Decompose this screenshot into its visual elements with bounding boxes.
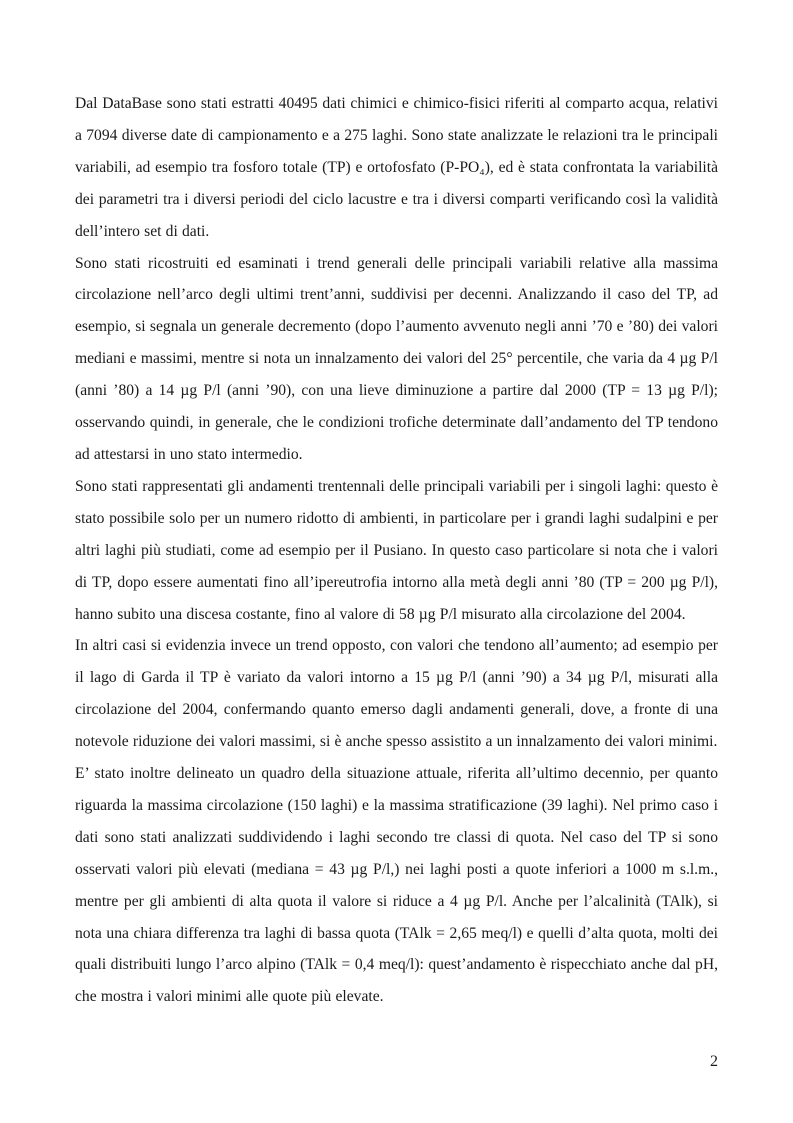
paragraph-single-lakes: Sono stati rappresentati gli andamenti trentennali delle principali variabili per i singoli laghi: questo è stato possibile solo per un numero ridotto di ambienti, in particolare per i grandi laghi sudalpini e per altri laghi più studiati, come ad esempio per il Pusiano. In questo caso particolare si nota che i valori di TP, dopo essere aumentati fino all’ipereutrofia intorno alla metà degli anni ’80 (TP = 200 µg P/l), hanno subito una discesa costante, fino al valore di 58 µg P/l misurato alla circolazione del 2004. <box>75 477 718 623</box>
paragraph-current-situation: E’ stato inoltre delineato un quadro della situazione attuale, riferita all’ultimo decennio, per quanto riguarda la massima circolazione (150 laghi) e la massima stratificazione (39 laghi). Nel primo caso i dati sono stati analizzati suddividendo i laghi secondo tre classi di quota. Nel caso del TP si sono osservati valori più elevati (mediana = 43 µg P/l,) nei laghi posti a quote inferiori a 1000 m s.l.m., mentre per gli ambienti di alta quota il valore si riduce a 4 µg P/l. Anche per l’alcalinità (TAlk), si nota una chiara differenza tra laghi di bassa quota (TAlk = 2,65 meq/l) e quelli d’alta quota, molti dei quali distribuiti lungo l’arco alpino (TAlk = 0,4 meq/l): quest’andamento è rispecchiato anche dal pH, che mostra i valori minimi alle quote più elevate. <box>75 765 718 1006</box>
page-number: 2 <box>710 1053 718 1070</box>
paragraph-general-trends: Sono stati ricostruiti ed esaminati i trend generali delle principali variabili relative alla massima circolazione nell’arco degli ultimi trent’anni, suddivisi per decenni. Analizzando il caso del TP, ad esempio, si segnala un generale decremento (dopo l’aumento avvenuto negli anni ’70 e ’80) dei valori mediani e massimi, mentre si nota un innalzamento dei valori del 25° percentile, che varia da 4 µg P/l (anni ’80) a 14 µg P/l (anni ’90), con una lieve diminuzione a partire dal 2000 (TP = 13 µg P/l); osservando quindi, in generale, che le condizioni trofiche determinate dall’andamento del TP tendono ad attestarsi in uno stato intermedio. <box>75 254 718 463</box>
document-body <box>75 88 718 1013</box>
paragraph-opposite-trend: In altri casi si evidenzia invece un trend opposto, con valori che tendono all’aumento; ad esempio per il lago di Garda il TP è variato da valori intorno a 15 µg P/l (anni ’90) a 34 µg P/l, misurati alla circolazione del 2004, confermando quanto emerso dagli andamenti generali, dove, a fronte di una notevole riduzione dei valori massimi, si è anche spesso assistito a un innalzamento dei valori minimi. <box>75 637 718 751</box>
paragraph-database-summary: Dal DataBase sono stati estratti 40495 dati chimici e chimico-fisici riferiti al comparto acqua, relativi a 7094 diverse date di campionamento e a 275 laghi. Sono state analizzate le relazioni tra le principali variabili, ad esempio tra fosforo totale (TP) e ortofosfato (P-PO₄), ed è stata confrontata la variabilità dei parametri tra i diversi periodi del ciclo lacustre e tra i diversi comparti verificando così la validità dell’intero set di dati. <box>75 95 718 240</box>
